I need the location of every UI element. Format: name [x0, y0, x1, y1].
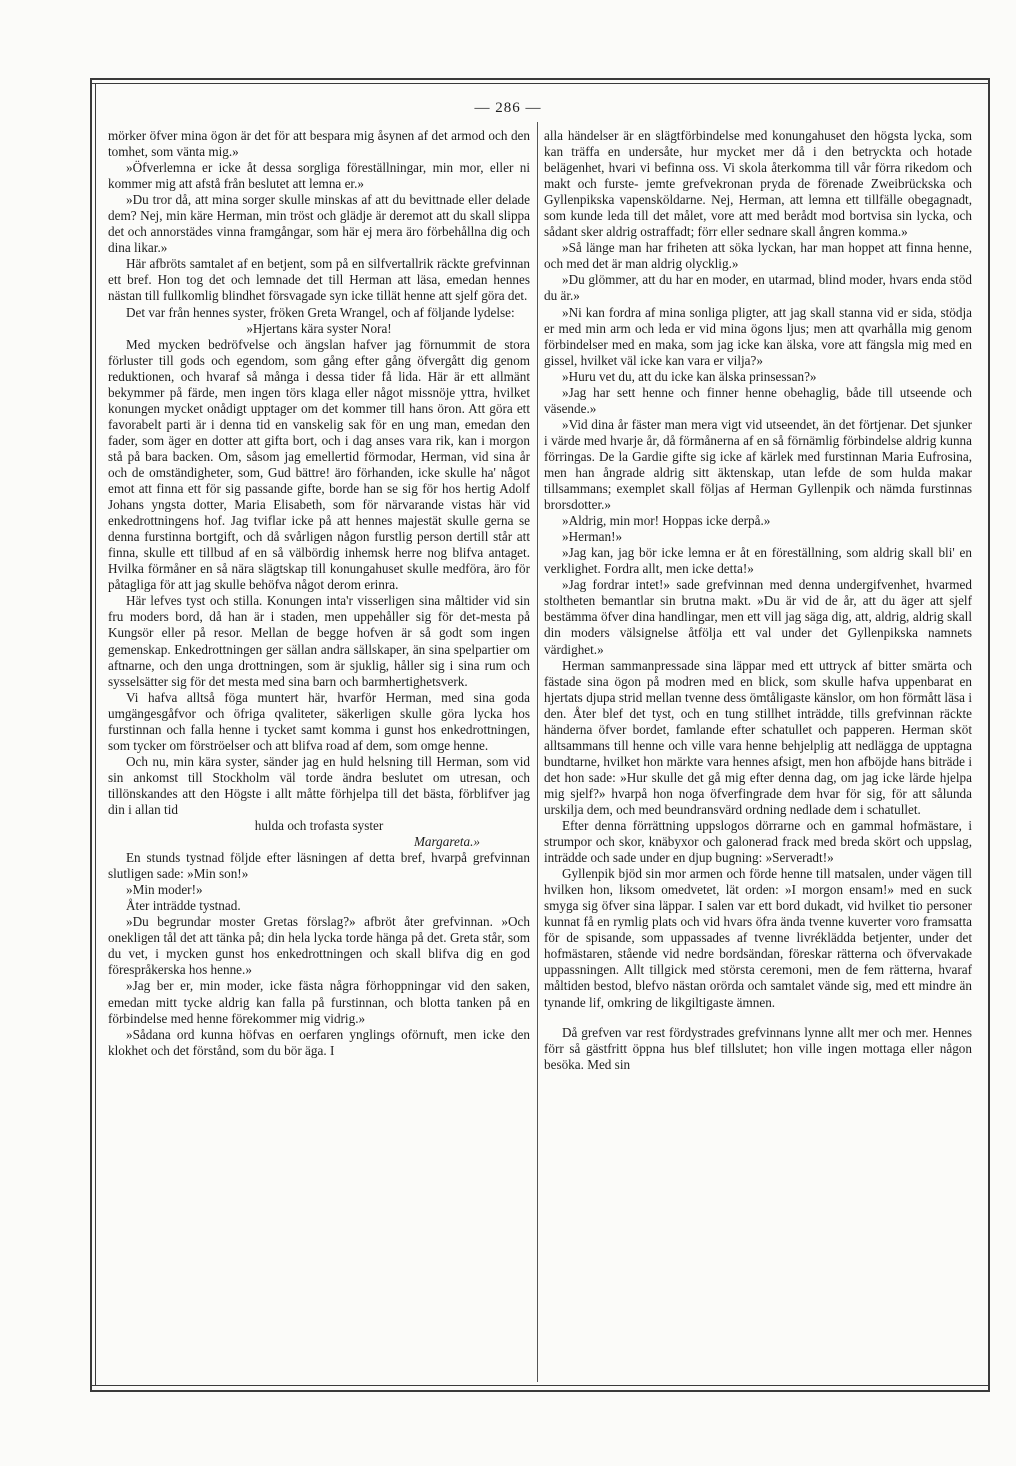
paragraph: »Vid dina år fäster man mera vigt vid utseendet, än det förtjenar. Det sjunker i värde med hvarje år, då förmånerna af en så förnämlig förbindelse aldrig kunna förringas. De la Gardie gifte sig icke af kärlek med furstinnan Maria Eufrosina, men han ångrade aldrig sitt äktenskap, utan lefde de som hulda makar tillsammans; exemplet skall följas af Herman Gyllenpik och nämda furstinnas brorsdotter.»: [544, 416, 972, 513]
paragraph: »Ni kan fordra af mina sonliga pligter, att jag skall stanna vid er sida, stödja er med min arm och leda er vid mina ögons ljus; men att qvarhålla mig genom förbindelser med en maka, som jag icke kan älska, vore att fängsla mig med en gissel, hvilket väl icke kan vara er vilja?»: [544, 304, 972, 368]
paragraph: Vi hafva alltså föga muntert här, hvarför Herman, med sina goda umgängesgåfvor och öfriga qvaliteter, säkerligen skulle göra lycka hos furstinnan och falla henne i tycket samt komma i gunst hos enkedrottningen, som tycker om förströelser och att blifva road af dem, som omge henne.: [108, 689, 530, 753]
paragraph: Åter inträdde tystnad.: [126, 898, 241, 914]
paragraph: Och nu, min kära syster, sänder jag en huld helsning till Herman, som vid sin ankomst till Stockholm väl torde ändra beslutet om utresan, och tillönskandes att den Högste i allt måtte förhjelpa till det bästa, förblifver jag din i allan tid: [108, 753, 530, 817]
left-column: [108, 128, 530, 1059]
paragraph: Här lefves tyst och stilla. Konungen inta'r visserligen sina måltider vid sin fru moders bord, då han är i staden, men uppehåller sig för det-mesta på Kungsör eller på resor. Mellan de begge hofven är så godt som ingen gemenskap. Enkedrottningen ger sällan andra sällskaper, än sina spelpartier om aftnarne, och den unga drottningen, som är sjuklig, håller sig i sina rum och sysselsätter sig för det mesta med sina barn och barmhertighetsverk.: [108, 593, 530, 689]
frame-top-rule-inner: [90, 83, 990, 84]
paragraph: »Sådana ord kunna höfvas en oerfaren ynglings oförnuft, men icke den klokhet och det förstånd, som du bör äga. I: [108, 1026, 530, 1058]
frame-bottom-rule: [90, 1385, 990, 1386]
paragraph: »Jag ber er, min moder, icke fästa några förhoppningar vid den saken, emedan mitt tycke aldrig kan falla på furstinnan, och blotta tanken på en förbindelse med henne förekommer mig vidrig.»: [108, 978, 530, 1026]
paragraph: »Så länge man har friheten att söka lyckan, har man hoppet att finna henne, och med det är man aldrig olycklig.»: [544, 240, 972, 272]
frame-top-rule: [90, 78, 990, 80]
paragraph: Med mycken bedröfvelse och ängslan hafver jag förnummit de stora förluster till gods och egendom, som gång efter gång öfvergått dig genom reduktionen, och hvaraf så många i dessa tider få lida. Här är ett allmänt bekymmer på färde, men ingen törs klaga eller något missnöje yttra, hvilket konungen mycket onådigt upptager om det kommer till hans öron. Att göra ett favorabelt parti är i denna tid en vanskelig sak för en ung man, emedan den fader, som äger en dotter att gifta bort, och i dag anses vara rik, kan i morgon stå på bara backen. Om, såsom jag emellertid förmodar, Herman, vid sina år och de omständigheter, som, Gud bättre! äro förhanden, icke skulle ha' något emot att finna ett för sig passande gifte, borde han se sig för hos hertig Adolf Johans yngsta dotter, Maria Elisabeth, som för närvarande vistas här vid enkedrottningens hof. Jag tviflar icke på att hennes majestät skulle gerna se denna furstinna bortgift, och då svårligen någon furstlig person dertill står att finna, skulle ett tillbud af en så välbördig inhemsk herre nog blifva antaget. Hvilka förmåner en så nära slägtskap till konungahuset skulle medföra, äro för påtagliga för att jag skulle behöfva något derom erinra.: [108, 336, 530, 593]
paragraph: Här afbröts samtalet af en betjent, som på en silfvertallrik räckte grefvinnan ett bref. Hon tog det och lemnade det till Herman att läsa, emedan hennes nästan till fullkomlig blindhet försvagade syn icke tillät henne att sjelf göra det.: [108, 256, 530, 304]
paragraph: mörker öfver mina ögon är det för att bespara mig åsynen af det armod och den tomhet, som vänta mig.»: [108, 128, 530, 160]
frame-bottom-rule-outer: [90, 1390, 990, 1392]
paragraph: »Herman!»: [562, 529, 623, 545]
paragraph: Då grefven var rest fördystrades grefvinnans lynne allt mer och mer. Hennes förr så gästfritt öppna hus blef tillslutet; hon ville ingen mottaga eller någon besöka. Med sin: [544, 1024, 972, 1072]
frame-left-rule-inner: [95, 83, 96, 1385]
paragraph: En stunds tystnad följde efter läsningen af detta bref, hvarpå grefvinnan slutligen sade: »Min son!»: [108, 850, 530, 882]
paragraph: Herman sammanpressade sina läppar med ett uttryck af bitter smärta och fästade sina ögon på modren med en blick, som skulle hafva uppenbarat en hjertats djupa strid mellan tvenne dess ömtåligaste känslor, om hon förmått läsa i den. Åter blef det tyst, och en tung stillhet inträdde, tills grefvinnan räckte händerna öfver bordet, famlande efter schatullet och papperen. Herman sköt alltsammans till henne och ville vara henne behjelplig att nedlägga de upptagna bundtarne, hvilket hon märkte vara hennes afsigt, men hon afböjde hans biträde i det hon sade: »Hur skulle det gå mig efter denna dag, om jag icke lärde hjelpa mig sjelf?» hvarpå hon noga öfverfingrade dem hvar för sig, för att sålunda urskilja dem, och med beundransvärd ordning nedlade dem i schatullet.: [544, 657, 972, 817]
paragraph: »Jag fordrar intet!» sade grefvinnan med denna undergifvenhet, hvarmed stoltheten bemantlar sin brutna makt. »Du är vid de år, att du äger att sjelf bestämma öfver dina handlingar, men ett vill jag säga dig, att, aldrig, aldrig skall din moders välsignelse åtfölja ett val under det Gyllenpikska namnets värdighet.»: [544, 577, 972, 657]
paragraph: Gyllenpik bjöd sin mor armen och förde henne till matsalen, under vägen till hvilken hon, liksom omedvetet, lät orden: »I morgon ensam!» med en suck smyga sig öfver sina läppar. I salen var ett bord dukadt, vid hvilket tio personer kunnat få en rymlig plats och vid hvars öfra ända tvenne kuverter voro framsatta för de spisande, som uppassades af tvenne livréklädda betjenter, under det hofmästaren, stående vid nedre bordsändan, föreskar rätterna och öfvervakade uppassningen. Allt tillgick med största ceremoni, men de fem rätterna, hvaraf måltiden bestod, blefvo nästan orörda och samtalet vände sig, med ett mindre än tynande lif, omkring de likgiltigaste ämnen.: [544, 866, 972, 1010]
paragraph: »Jag har sett henne och finner henne obehaglig, både till utseende och väsende.»: [544, 384, 972, 416]
paragraph: alla händelser är en slägtförbindelse med konungahuset den högsta lycka, som kan träffa en undersåte, hur mycket mer då i den betryckta och hotade belägenhet, hvari vi befinna oss. Vi skola återkomma till vår förra rikedom och makt och furste- jemte grefvekronan pryda de förenade Zweibrückska och Gyllenpikska vapensköldarne. Nej, Herman, att lemna ett tillfälle obegagnadt, som kunde leda till det målet, vore att med berådt mod bortvisa sin lycka, och sådant sker aldrig ostraffadt; förr eller sednare skall ångren komma.»: [544, 128, 972, 240]
frame-left-rule: [90, 78, 92, 1390]
letter-salutation: »Hjertans kära syster Nora!: [246, 320, 392, 336]
paragraph: »Du glömmer, att du har en moder, en utarmad, blind moder, hvars enda stöd du är.»: [544, 272, 972, 304]
frame-right-rule: [988, 78, 990, 1390]
paragraph: »Huru vet du, att du icke kan älska prinsessan?»: [562, 368, 817, 384]
paragraph: »Aldrig, min mor! Hoppas icke derpå.»: [562, 513, 771, 529]
paragraph: »Min moder!»: [126, 882, 203, 898]
letter-closing: hulda och trofasta syster: [254, 818, 384, 834]
page-number: — 286 —: [474, 100, 542, 116]
paragraph: »Du tror då, att mina sorger skulle minskas af att du bevittnade eller delade dem? Nej, min käre Herman, min tröst och glädje är deremot att du skall slippa det och annorstädes vinna framgångar, som här ej mera äro förbehållna dig och dina likar.»: [108, 192, 530, 256]
paragraph: »Du begrundar moster Gretas förslag?» afbröt åter grefvinnan. »Och onekligen tål det att tänka på; din hela lycka torde hänga på det. Greta står, som du vet, i mycken gunst hos enkedrottningen och skall blifva dig en god förespråkerska hos henne.»: [108, 914, 530, 978]
paragraph: Efter denna förrättning uppslogos dörrarne och en gammal hofmästare, i strumpor och skor, knäbyxor och galonerad frack med breda skört och uppslag, inträdde och sade under en djup bugning: »Serveradt!»: [544, 818, 972, 866]
column-divider: [537, 122, 538, 1382]
right-column: [544, 128, 972, 1073]
paragraph: Det var från hennes syster, fröken Greta Wrangel, och af följande lydelse:: [126, 304, 515, 320]
letter-signature: Margareta.»: [413, 834, 480, 850]
paragraph: »Öfverlemna er icke åt dessa sorgliga föreställningar, min mor, eller ni kommer mig att afstå från beslutet att lemna er.»: [108, 160, 530, 192]
paragraph: »Jag kan, jag bör icke lemna er åt en föreställning, som aldrig skall bli' en verklighet. Fordra allt, men icke detta!»: [544, 545, 972, 577]
